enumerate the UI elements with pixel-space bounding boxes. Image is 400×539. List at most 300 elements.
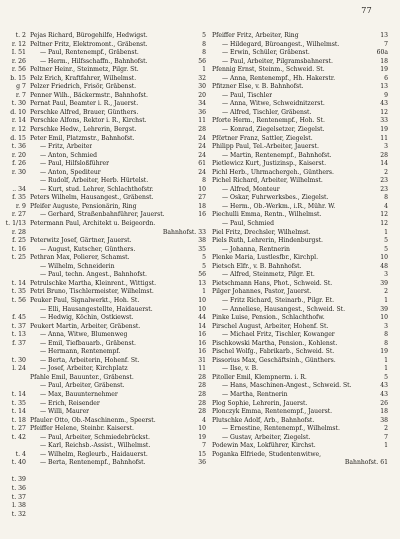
entry-text: Peters Wilhelm, Hausangest., Gräbenst.: [30, 194, 154, 202]
entry-text: — Paul, Hilfsloßführer: [40, 160, 110, 168]
house-number: 7: [384, 433, 388, 441]
house-number: 27: [198, 194, 206, 202]
entry-text: Peterwitz Josef, Gärtner, Jauerst.: [30, 237, 132, 245]
directory-entry: [212, 152, 388, 161]
house-number: [204, 220, 206, 229]
margin-fragment: r. 12: [11, 40, 26, 48]
house-number: 12: [380, 211, 388, 219]
entry-text: Poganka Elfriede, Studentenwitwe,: [212, 450, 322, 458]
house-number: 2: [384, 168, 388, 176]
directory-entry: [30, 211, 206, 220]
house-number: 24: [198, 134, 206, 142]
house-number: 8: [384, 339, 388, 347]
house-number: 13: [380, 83, 388, 91]
house-number: 28: [198, 408, 206, 416]
directory-entry: [212, 263, 388, 272]
directory-entry: [212, 75, 388, 84]
house-number: 38: [380, 416, 388, 424]
entry-text: Pichl Herb., Uhrmachergeh., Günthers.: [212, 168, 334, 176]
house-number: 9: [384, 91, 388, 99]
entry-text: Piel Fritz, Drechsler, Wilhelmst.: [212, 228, 311, 236]
house-number: 11: [380, 134, 388, 142]
entry-text: Pissorius Max, Geschäftsinh., Günthers.: [212, 356, 336, 364]
house-number: 13: [198, 279, 206, 287]
entry-text: — Martha, Rentnerin: [222, 390, 288, 398]
directory-entry: [212, 271, 388, 280]
house-number: 1: [384, 228, 388, 236]
margin-fragment: r. 9: [15, 202, 26, 210]
directory-entry: [30, 254, 206, 263]
house-number: 8: [202, 40, 206, 48]
directory-entry: [30, 177, 206, 186]
directory-entry: [212, 451, 388, 460]
directory-entry: [212, 408, 388, 417]
directory-entry: [30, 66, 206, 75]
entry-text: Bahnhofst.: [344, 459, 379, 467]
entry-text: Pichel Richard, Arbeiter, Wilhelmst.: [212, 177, 323, 185]
directory-entry: [30, 92, 206, 101]
house-number: 1: [202, 288, 206, 296]
entry-text: — Josef, Arbeiter, Kirchplatz: [40, 365, 128, 373]
entry-text: — Paul, Schmied: [222, 220, 274, 228]
house-number: 16: [198, 331, 206, 339]
entry-text: — Ernestine, Rentenempf., Wilhelmst.: [222, 425, 340, 433]
house-number: 7: [384, 40, 388, 48]
directory-entry: [212, 417, 388, 426]
house-number: 10: [380, 254, 388, 262]
margin-fragment: g 7: [16, 83, 26, 91]
margin-fragment: [0, 442, 28, 451]
house-number: 8: [384, 194, 388, 202]
directory-entry: [212, 117, 388, 126]
directory-entry: [30, 169, 206, 178]
house-number: 10: [198, 425, 206, 433]
house-number: 28: [198, 373, 206, 381]
directory-entry: [212, 288, 388, 297]
directory-entry: [212, 229, 388, 238]
directory-entry: [212, 442, 388, 451]
house-number: 19: [198, 433, 206, 441]
directory-entry: [30, 117, 206, 126]
entry-text: Pförtner Franz, Sattler, Ziegelst.: [212, 134, 313, 142]
directory-entry: [30, 186, 206, 195]
directory-entry: [30, 49, 206, 58]
entry-text: Plog Sophie, Lehrerin, Jauerst.: [212, 399, 308, 407]
house-number: 3: [384, 271, 388, 279]
directory-entry: [212, 100, 388, 109]
house-number: 14: [380, 160, 388, 168]
house-number: 5: [202, 254, 206, 262]
directory-entry: [212, 186, 388, 195]
house-number: 16: [198, 211, 206, 219]
entry-text: — August, Kutscher, Günthers.: [40, 245, 136, 253]
house-number: 36: [198, 108, 206, 116]
margin-fragment: d. 15: [10, 134, 26, 142]
directory-entry: [30, 109, 206, 118]
margin-fragment: .. 34: [12, 185, 26, 193]
directory-entry: [30, 323, 206, 332]
house-number: 33: [198, 228, 206, 236]
directory-entry: [212, 280, 388, 289]
entry-text: Pelzer Friedrich, Frisör, Gräbenst.: [30, 83, 137, 91]
house-number: 1: [384, 356, 388, 364]
directory-entry: [212, 83, 388, 92]
directory-entry: [30, 459, 206, 468]
entry-text: Peuker Paul, Signalwerkt., Hoh. St.: [30, 296, 140, 304]
directory-entry: [212, 391, 388, 400]
directory-entry: [212, 237, 388, 246]
entry-text: — Fritz, Arbeiter: [40, 143, 93, 151]
margin-fragment: l. 24: [12, 365, 26, 373]
house-number: 24: [198, 143, 206, 151]
entry-text: Peter Emil, Platzmstr., Bahnhofst.: [30, 134, 135, 142]
entry-text: — Wilhelm, Regleurb., Haidauerst.: [40, 450, 148, 458]
house-number: 56: [198, 57, 206, 65]
directory-entry: [212, 41, 388, 50]
margin-fragment: r. 20: [11, 151, 26, 159]
entry-text: — Emil, Tiefbauarb., Gräbenst.: [40, 339, 136, 347]
margin-fragment: t. 14: [11, 390, 26, 398]
directory-entry: [30, 75, 206, 84]
margin-fragment: t. 4: [15, 450, 26, 458]
house-number: 30: [198, 83, 206, 91]
entry-text: — Gerhard, Straßenbahnführer, Jauerst.: [40, 211, 165, 219]
margin-fragment: t. 18: [11, 416, 26, 424]
margin-fragment: t. 16: [11, 245, 26, 253]
entry-text: Pfahle Emil, Bauunter., Gräbenst.: [30, 373, 134, 381]
entry-text: — Paul, techn. Angest., Bahnhofst.: [40, 271, 147, 279]
entry-text: — Max, Bauunternehmer: [40, 390, 118, 398]
house-number: 13: [380, 32, 388, 39]
entry-text: — Anna, Witwe, Blumenweg: [40, 331, 128, 339]
directory-entry: [212, 220, 388, 229]
entry-text: — Paul, Rentenempf., Gräbenst.: [40, 49, 139, 57]
entry-text: — Wilhelm, Schneiderin: [40, 262, 115, 270]
house-number: 4: [202, 416, 206, 424]
entry-text: Pfeiffer Fritz, Arbeiter, Ring: [212, 32, 299, 39]
margin-fragment: f. 45: [12, 314, 26, 322]
entry-text: Peukert Martin, Arbeiter, Gräbenst.: [30, 322, 141, 330]
directory-entry: [30, 263, 206, 272]
entry-text: Perschke Alfons, Rektor i. R., Kirchst.: [30, 117, 147, 125]
entry-text: — Berta, Arbeiterin, Hohenf. St.: [40, 356, 140, 364]
entry-text: — Anna, Witwe, Schweidnitzerst.: [222, 100, 325, 108]
directory-entry: [30, 382, 206, 391]
entry-text: — Oskar, Fuhrwerksbes., Ziegelst.: [222, 194, 329, 202]
house-number: 11: [198, 365, 206, 373]
entry-text: Plenke Maria, Lustlesfbr., Kirchpl.: [212, 254, 319, 262]
margin-fragment: t. 37: [11, 493, 26, 501]
house-number: 19: [380, 126, 388, 134]
directory-entry: [30, 160, 206, 169]
directory-entry: [212, 58, 388, 67]
entry-text: Pfeiffer Helene, Steinbr. Kaiserst.: [30, 425, 134, 433]
margin-fragment: t. 37: [11, 322, 26, 330]
margin-fragment: I. 51: [11, 49, 26, 57]
house-number: 38: [198, 237, 206, 245]
directory-entry: [212, 365, 388, 374]
directory-entry: [212, 297, 388, 306]
directory-entry: [212, 49, 388, 58]
house-number: 43: [380, 382, 388, 390]
house-number: 2: [384, 288, 388, 296]
directory-entry: [212, 254, 388, 263]
entry-text: Pernat Paul, Beamter i. R., Jauerst.: [30, 100, 139, 108]
entry-text: Pirschel August, Arbeiter, Hohenf. St.: [212, 322, 329, 330]
entry-text: Pischel Wolfg., Fabrikarb., Schweid. St.: [212, 348, 335, 356]
house-number: 39: [380, 279, 388, 287]
margin-fragment: [0, 177, 28, 186]
directory-entry: [30, 220, 206, 229]
margin-fragment: t. 14: [11, 408, 26, 416]
margin-fragment: t. 1/13: [5, 220, 26, 228]
margin-fragment: [0, 306, 28, 315]
directory-entry: [30, 408, 206, 417]
entry-text: Pfennig Ernst, Steinm., Schweid. St.: [212, 66, 325, 74]
directory-entry: [30, 348, 206, 357]
directory-entry: [212, 306, 388, 315]
entry-text: — Paul, Arbeiter, Schmiedebrückst.: [40, 433, 150, 441]
margin-fragment: f. 26: [12, 160, 26, 168]
house-number: 1: [384, 365, 388, 373]
margin-fragment: t. 36: [11, 484, 26, 492]
margin-fragment: t. 56: [11, 296, 26, 304]
directory-entry: [30, 143, 206, 152]
house-number: 3: [384, 143, 388, 151]
directory-entry: [30, 417, 206, 426]
entry-text: — Berta, Rentenempf., Bahnhofst.: [40, 459, 146, 467]
directory-entry: [212, 459, 388, 468]
house-number: 44: [198, 314, 206, 322]
directory-entry: [30, 442, 206, 451]
directory-entry: [30, 126, 206, 135]
house-number: 19: [380, 348, 388, 356]
house-number: 28: [198, 390, 206, 398]
directory-entry: [30, 152, 206, 161]
house-number: 43: [380, 390, 388, 398]
directory-entry: [212, 160, 388, 169]
house-number: 5: [384, 245, 388, 253]
directory-entry: [30, 297, 206, 306]
margin-fragment: r. 7: [15, 91, 26, 99]
house-number: 1: [384, 442, 388, 450]
house-number: 1: [202, 66, 206, 74]
entry-text: Podewin Max, Lokführer, Kirchst.: [212, 442, 316, 450]
directory-entry: [212, 126, 388, 135]
house-number: 2: [384, 425, 388, 433]
directory-entry: [212, 246, 388, 255]
entry-text: Pfauler Otto, Ob.-Maschinenm., Speerst.: [30, 416, 156, 424]
margin-fragment: t. 32: [11, 510, 26, 518]
directory-entry: [30, 331, 206, 340]
margin-fragment: t. 30: [11, 100, 26, 108]
margin-fragment: t. 2: [15, 32, 26, 39]
entry-text: Pinke Luise, Pension., Schlachthofw.: [212, 314, 325, 322]
margin-fragment: r. 27: [11, 211, 26, 219]
directory-entry: [30, 194, 206, 203]
entry-text: Perschke Hedw., Lehrerin, Bergst.: [30, 126, 137, 134]
entry-text: — Karl, Reichsb.-Assist., Wilhelmst.: [40, 442, 151, 450]
directory-entry: [212, 374, 388, 383]
entry-text: — Anna, Rentenempf., Hh. Hakerstr.: [222, 74, 336, 82]
entry-text: — Anneliese, Hausangest., Schweid. St.: [222, 305, 346, 313]
directory-entry: [30, 306, 206, 315]
house-number: 23: [380, 185, 388, 193]
directory-entry: [30, 365, 206, 374]
entry-text: — Erich, Reisender: [40, 399, 100, 407]
house-number: 24: [198, 168, 206, 176]
entry-text: — Gustav, Arbeiter, Ziegelst.: [222, 433, 311, 441]
entry-text: — Herm., Hilfsschaffn., Bahnhofst.: [40, 57, 148, 65]
house-number: 18: [380, 57, 388, 65]
margin-fragment: r. 28: [11, 228, 26, 236]
entry-text: Piechulli Emma, Rentn., Wilhelmst.: [212, 211, 322, 219]
page-number: 77: [361, 6, 372, 15]
entry-text: Peltner Fritz, Elektromont., Gräbenst.: [30, 40, 148, 48]
margin-fragment: t. 25: [11, 254, 26, 262]
entry-text: Pietschmann Hans, Phot., Schweid. St.: [212, 279, 333, 287]
house-number: 8: [384, 331, 388, 339]
margin-fragment: f. 25: [12, 237, 26, 245]
directory-entry: [30, 41, 206, 50]
directory-entry: [30, 357, 206, 366]
house-number: 28: [198, 399, 206, 407]
directory-entry: [30, 425, 206, 434]
house-number: 26: [380, 399, 388, 407]
directory-entry: [30, 83, 206, 92]
directory-entry: [30, 340, 206, 349]
margin-fragment: b. 15: [10, 74, 26, 82]
directory-entry: [212, 169, 388, 178]
directory-entry: [212, 32, 388, 41]
directory-entry: [212, 400, 388, 409]
entry-text: Pitoller Emil, Klempnerm. i. R.: [212, 373, 307, 381]
entry-text: — Fritz Richard, Steinarb., Pilgr. Et.: [222, 296, 335, 304]
house-number: [386, 451, 388, 460]
entry-text: Pelz Erich, Kraftfahrer, Wilhelmst.: [30, 74, 137, 82]
directory-column-left: [30, 32, 206, 468]
directory-entry: [30, 203, 206, 212]
directory-entry: [212, 357, 388, 366]
house-number: 43: [380, 100, 388, 108]
house-number: 15: [198, 450, 206, 458]
margin-fragment: [0, 348, 28, 357]
directory-entry: [30, 237, 206, 246]
house-number: 4: [384, 202, 388, 210]
house-number: 5: [202, 32, 206, 39]
directory-entry: [212, 331, 388, 340]
directory-entry: [30, 434, 206, 443]
house-number: 23: [380, 177, 388, 185]
directory-entry: [30, 391, 206, 400]
margin-fragment: f. 37: [12, 339, 26, 347]
directory-entry: [212, 66, 388, 75]
house-number: 34: [198, 100, 206, 108]
house-number: 10: [198, 296, 206, 304]
house-number: 60a: [376, 49, 388, 57]
directory-entry: [212, 211, 388, 220]
margin-fragment: t. 14: [11, 279, 26, 287]
directory-entry: [30, 314, 206, 323]
house-number: 39: [380, 305, 388, 313]
directory-entry: [212, 382, 388, 391]
house-number: 6: [384, 74, 388, 82]
entry-text: Pietlewicz Kurt, Justizinsp., Kaiserst.: [212, 160, 327, 168]
entry-text: — Paul, Tischler: [222, 91, 273, 99]
entry-text: — Konrad, Ziegelsetzer, Ziegelst.: [222, 126, 325, 134]
entry-text: Petrulschke Martha, Kleinrent., Wittigst.: [30, 279, 157, 287]
margin-fragment: t. 27: [11, 425, 26, 433]
entry-text: — Kurt, stud. Lehrer, Schlachthofstr.: [40, 185, 154, 193]
directory-entry: [30, 280, 206, 289]
house-number: 12: [380, 220, 388, 228]
directory-entry: [212, 143, 388, 152]
entry-text: — Martin, Rentenempf., Bahnhofst.: [222, 151, 332, 159]
house-number: 8: [202, 49, 206, 57]
directory-entry: [212, 177, 388, 186]
entry-text: — Paul, Arbeiter, Gräbenst.: [40, 382, 125, 390]
margin-fragment: [0, 382, 28, 391]
margin-fragment: r. 30: [11, 168, 26, 176]
house-number: 12: [380, 108, 388, 116]
directory-entry: [212, 323, 388, 332]
entry-text: Pfeifer Auguste, Pensionärin, Ring: [30, 202, 137, 210]
house-number: 24: [198, 151, 206, 159]
entry-text: Pforte Herm., Rentenempf., Hoh. St.: [212, 117, 325, 125]
directory-entry: [30, 451, 206, 460]
house-number: 28: [198, 126, 206, 134]
left-margin-fragments: [0, 32, 28, 519]
house-number: 36: [198, 459, 206, 467]
entry-text: Philipp Paul, Tel.-Arbeiter, Jauerst.: [212, 143, 319, 151]
house-number: 28: [380, 151, 388, 159]
house-number: 31: [198, 356, 206, 364]
entry-text: — Hedwig, Köchin, Ostkiewst.: [40, 314, 134, 322]
margin-fragment: f. 35: [12, 194, 26, 202]
margin-fragment: [0, 374, 28, 383]
entry-text: — Herm., Ob.-Werkm., i.R., Mühr. W.: [222, 202, 336, 210]
margin-fragment: [0, 271, 28, 280]
margin-fragment: t. 30: [11, 356, 26, 364]
directory-entry: [212, 314, 388, 323]
house-number: 10: [380, 314, 388, 322]
directory-entry: [30, 58, 206, 67]
margin-fragment: t. 40: [11, 459, 26, 467]
margin-fragment: t. 39: [11, 476, 26, 484]
entry-text: — Willi, Maurer: [40, 408, 90, 416]
directory-entry: [212, 425, 388, 434]
entry-text: — Michael Fritz, Tischler, Kowanger: [222, 331, 335, 339]
entry-text: Plutschke Adolf, Arb., Bahnhofst.: [212, 416, 315, 424]
house-number: 20: [198, 91, 206, 99]
directory-entry: [30, 100, 206, 109]
directory-entry: [30, 288, 206, 297]
margin-fragment: [0, 468, 28, 477]
house-number: 1: [384, 296, 388, 304]
directory-entry: [30, 374, 206, 383]
house-number: 5: [384, 237, 388, 245]
entry-text: Peltner Heinr., Steinmetz, Pilgr. St.: [30, 66, 139, 74]
entry-text: — Anton, Schmied: [40, 151, 98, 159]
directory-column-right: [212, 32, 388, 468]
directory-entry: [212, 194, 388, 203]
margin-fragment: r. 12: [11, 126, 26, 134]
house-number: 61: [380, 459, 388, 467]
directory-entry: [30, 32, 206, 41]
margin-fragment: t. 42: [11, 433, 26, 441]
margin-fragment: r. 26: [11, 57, 26, 65]
directory-entry: [212, 203, 388, 212]
